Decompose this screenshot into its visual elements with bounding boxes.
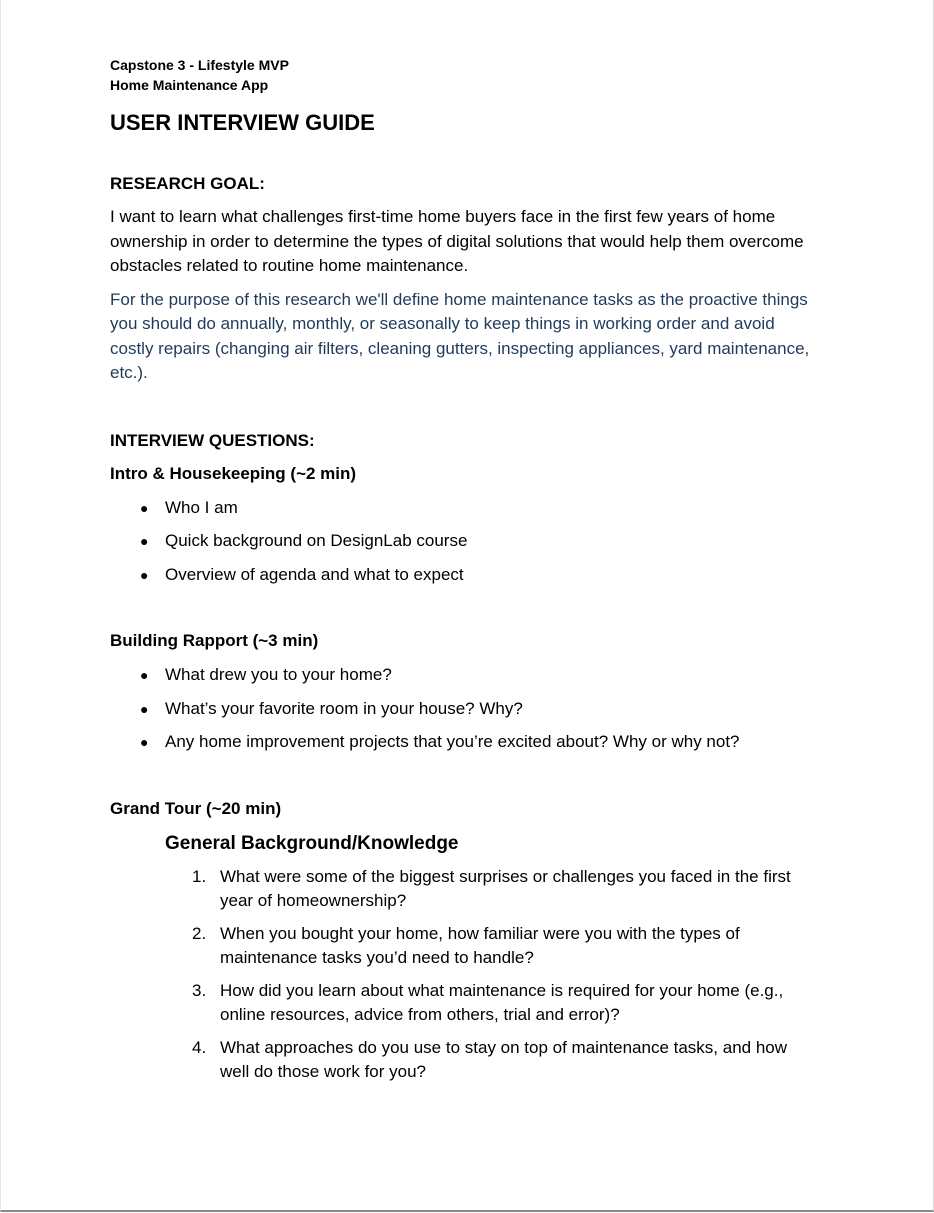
- rapport-list: [110, 663, 840, 754]
- list-number: 2.: [192, 923, 207, 943]
- intro-list: [110, 496, 840, 587]
- course-line: Capstone 3 - Lifestyle MVP: [110, 57, 289, 73]
- app-line: Home Maintenance App: [110, 77, 269, 93]
- list-item: ● Who I am: [110, 496, 840, 520]
- grand-tour-section-title: Grand Tour (~20 min): [110, 798, 282, 818]
- list-number: 1.: [192, 866, 207, 886]
- document-content: [110, 55, 840, 1093]
- bullet-icon: ●: [140, 566, 149, 583]
- list-number: 4.: [192, 1037, 207, 1057]
- page-title: USER INTERVIEW GUIDE: [110, 110, 375, 135]
- grand-tour-questions: [110, 865, 840, 1084]
- list-number: 3.: [192, 980, 207, 1000]
- list-item: 3. How did you learn about what maintenance is required for your home (e.g., online resources, advice from others, trial and error)?: [192, 980, 784, 1024]
- bullet-icon: ●: [140, 667, 149, 683]
- list-item: ● What’s your favorite room in your house? Why?: [110, 697, 840, 721]
- list-item: 4. What approaches do you use to stay on top of maintenance tasks, and how well do those work for you?: [192, 1037, 788, 1081]
- rapport-section-title: Building Rapport (~3 min): [110, 631, 319, 650]
- bullet-icon: ●: [140, 734, 149, 750]
- bullet-icon: ●: [140, 533, 149, 549]
- list-item: 2. When you bought your home, how familiar were you with the types of maintenance tasks you’d need to handle?: [192, 923, 740, 967]
- intro-section-title: Intro & Housekeeping (~2 min): [110, 463, 357, 483]
- interview-questions-heading: INTERVIEW QUESTIONS:: [110, 430, 315, 450]
- general-background-subheading: General Background/Knowledge: [165, 832, 459, 854]
- research-goal-heading: RESEARCH GOAL:: [110, 174, 265, 193]
- research-goal-paragraph: I want to learn what challenges first-time home buyers face in the first few years of home ownership in order to determine the types of digital solutions that would help them overcome obstacles related to routine home maintenance.: [110, 207, 804, 275]
- list-item: ● Any home improvement projects that you’re excited about? Why or why not?: [110, 730, 840, 754]
- bullet-icon: ●: [140, 700, 149, 717]
- list-item: ● Quick background on DesignLab course: [110, 529, 840, 553]
- definition-paragraph: For the purpose of this research we'll define home maintenance tasks as the proactive things you should do annually, monthly, or seasonally to keep things in working order and avoid costly repairs (changing air filters, cleaning gutters, inspecting appliances, yard maintenance, etc.).: [110, 289, 810, 382]
- bullet-icon: ●: [140, 499, 149, 516]
- list-item: ● Overview of agenda and what to expect: [110, 563, 840, 587]
- list-item: ● What drew you to your home?: [110, 663, 840, 687]
- list-item: 1. What were some of the biggest surprises or challenges you faced in the first year of homeownership?: [192, 866, 791, 910]
